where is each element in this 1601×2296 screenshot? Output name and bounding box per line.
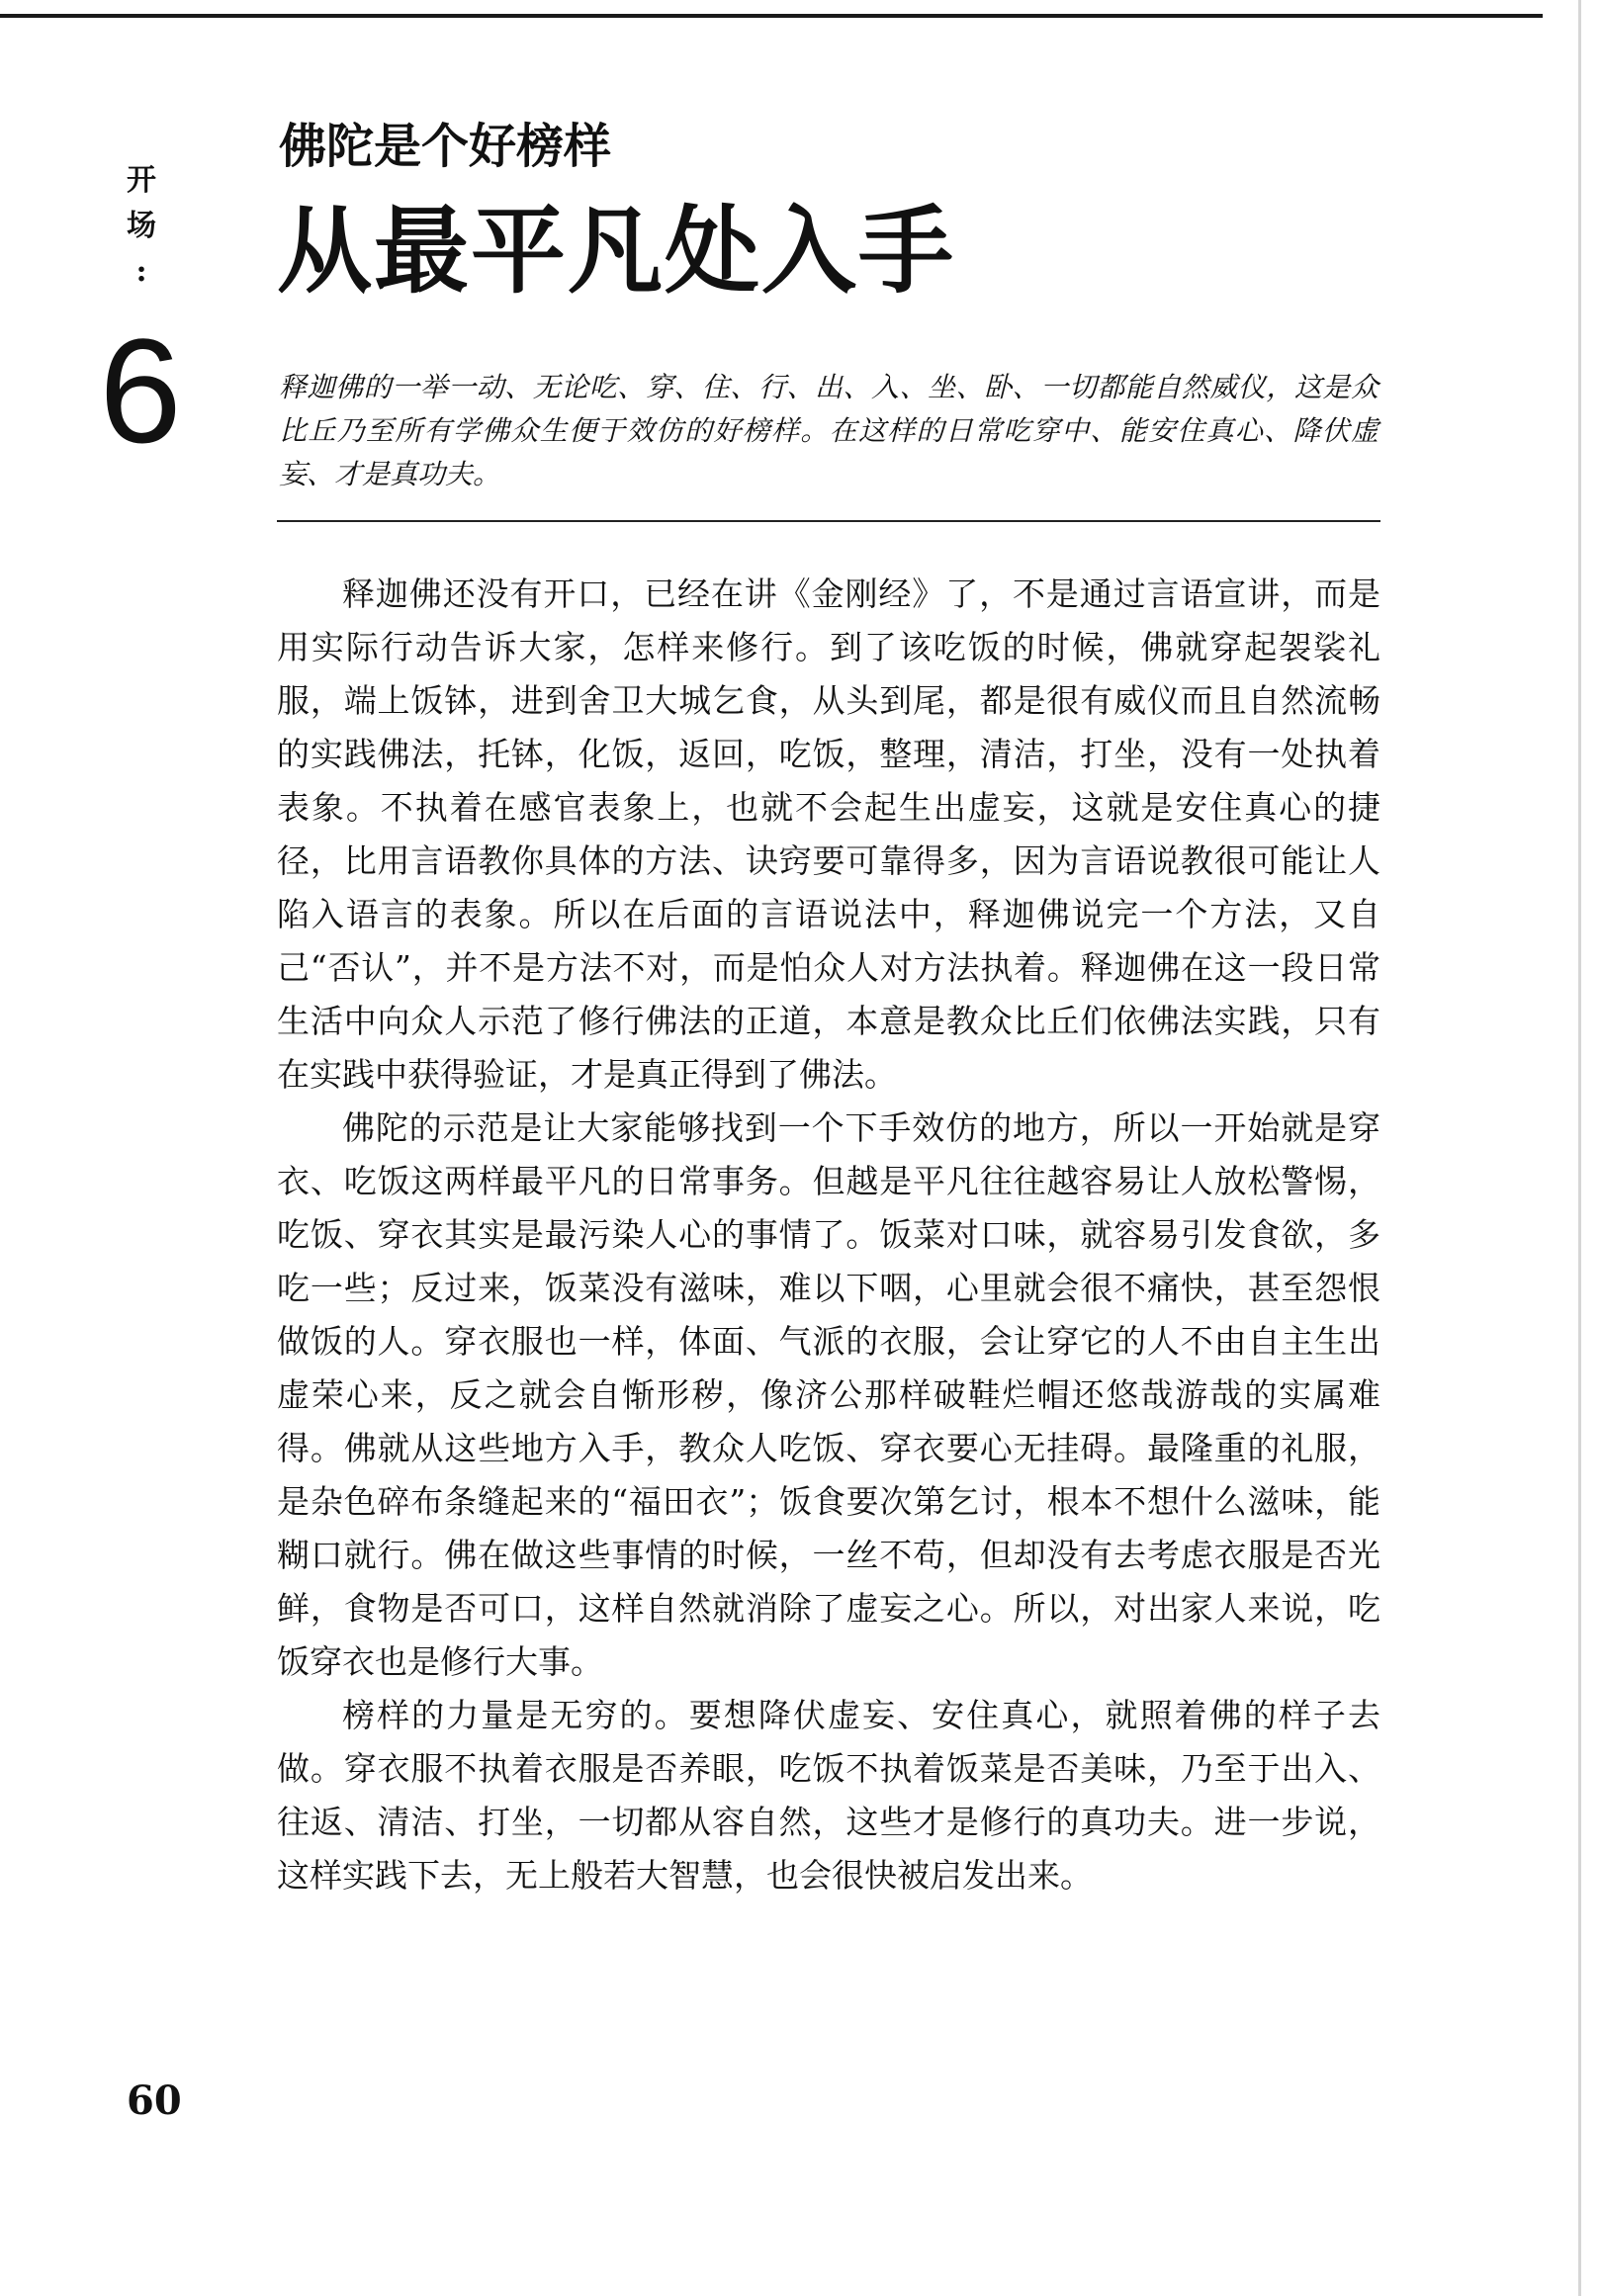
chapter-subtitle: 佛陀是个好榜样 — [279, 119, 612, 174]
intro-divider — [277, 520, 1380, 522]
body-paragraph-3: 榜样的力量是无穷的。要想降伏虚妄、安住真心，就照着佛的样子去做。穿衣服不执着衣服是否养眼，吃饭不执着饭菜是否美味，乃至于出入、往返、清洁、打坐，一切都从容自然，这些才是修行的真功夫。进一步说，这样实践下去，无上般若大智慧，也会很快被启发出来。 — [277, 1696, 1380, 1895]
body-paragraph-2: 佛陀的示范是让大家能够找到一个下手效仿的地方，所以一开始就是穿衣、吃饭这两样最平凡的日常事务。但越是平凡往往越容易让人放松警惕，吃饭、穿衣其实是最污染人心的事情了。饭菜对口味，就容易引发食欲，多吃一些；反过来，饭菜没有滋味，难以下咽，心里就会很不痛快，甚至怨恨做饭的人。穿衣服也一样，体面、气派的衣服，会让穿它的人不由自主生出虚荣心来，反之就会自惭形秽，像济公那样破鞋烂帽还悠哉游哉的实属难得。佛就从这些地方入手，教众人吃饭、穿衣要心无挂碍。最隆重的礼服，是杂色碎布条缝起来的“福田衣”；饭食要次第乞讨，根本不想什么滋味，能糊口就行。佛在做这些事情的时候，一丝不苟，但却没有去考虑衣服是否光鲜，食物是否可口，这样自然就消除了虚妄之心。所以，对出家人来说，吃饭穿衣也是修行大事。 — [277, 1108, 1380, 1681]
chapter-title: 从最平凡处入手 — [277, 196, 955, 307]
chapter-side-label: 开 场 : — [127, 163, 156, 289]
chapter-intro: 释迦佛的一举一动、无论吃、穿、住、行、出、入、坐、卧、一切都能自然威仪，这是众比丘乃至所有学佛众生便于效仿的好榜样。在这样的日常吃穿中、能安住真心、降伏虚妄、才是真功夫。 — [279, 371, 1379, 490]
body-text — [277, 568, 1380, 1902]
page-edge — [1578, 0, 1581, 2296]
body-paragraph-1: 释迦佛还没有开口，已经在讲《金刚经》了，不是通过言语宣讲，而是用实际行动告诉大家，怎样来修行。到了该吃饭的时候，佛就穿起袈裟礼服，端上饭钵，进到舍卫大城乞食，从头到尾，都是很有威仪而且自然流畅的实践佛法，托钵，化饭，返回，吃饭，整理，清洁，打坐，没有一处执着表象。不执着在感官表象上，也就不会起生出虚妄，这就是安住真心的捷径，比用言语教你具体的方法、诀窍要可靠得多，因为言语说教很可能让人陷入语言的表象。所以在后面的言语说法中，释迦佛说完一个方法，又自己“否认”，并不是方法不对，而是怕众人对方法执着。释迦佛在这一段日常生活中向众人示范了修行佛法的正道，本意是教众比丘们依佛法实践，只有在实践中获得验证，才是真正得到了佛法。 — [277, 574, 1380, 1094]
top-rule — [0, 14, 1543, 18]
chapter-number: 6 — [99, 308, 182, 474]
page-number: 60 — [127, 2077, 182, 2124]
